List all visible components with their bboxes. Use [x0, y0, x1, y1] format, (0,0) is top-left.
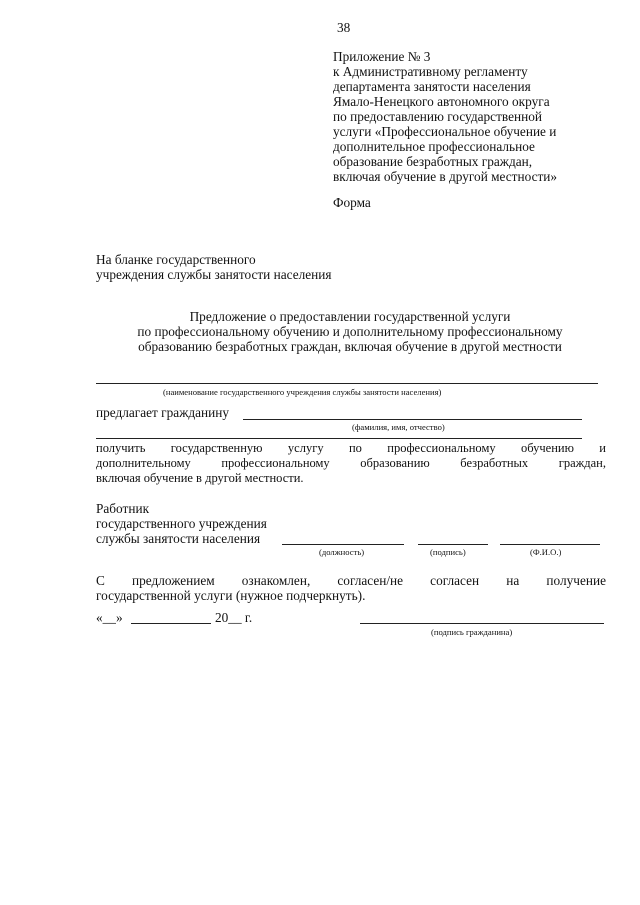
citizen-fio-field[interactable] — [243, 419, 582, 420]
receive-paragraph — [96, 441, 606, 486]
worker-fio-caption: (Ф.И.О.) — [530, 547, 562, 557]
receive-line: получить государственную услугу по профессиональному обучению и — [96, 441, 606, 455]
blank-line: учреждения службы занятости населения — [96, 267, 332, 282]
worker-line: государственного учреждения — [96, 516, 267, 531]
page-number: 38 — [337, 20, 351, 35]
institution-name-field[interactable] — [96, 383, 598, 384]
citizen-fio-continuation-field[interactable] — [96, 438, 582, 439]
citizen-signature-caption: (подпись гражданина) — [431, 627, 513, 637]
blank-line: На бланке государственного — [96, 252, 256, 267]
signature-caption: (подпись) — [430, 547, 466, 557]
worker-line: службы занятости населения — [96, 531, 261, 546]
appendix-block — [333, 49, 557, 184]
appendix-line: Ямало-Ненецкого автономного округа — [333, 94, 550, 109]
acknowledgment-line: государственной услуги (нужное подчеркнуть). — [96, 588, 366, 603]
appendix-line: к Административному регламенту — [333, 64, 528, 79]
appendix-line: услуги «Профессиональное обучение и — [333, 124, 557, 139]
date-day: «__» — [96, 610, 123, 625]
title-line: по профессиональному обучению и дополнительному профессиональному — [137, 324, 563, 339]
document-title — [90, 309, 610, 354]
appendix-line: Приложение № 3 — [333, 49, 431, 64]
receive-line: дополнительному профессиональному образованию безработных граждан, — [96, 456, 606, 470]
worker-fio-field[interactable] — [500, 544, 600, 545]
date-year: 20__ г. — [215, 610, 253, 625]
citizen-signature-field[interactable] — [360, 623, 604, 624]
worker-block — [96, 501, 267, 546]
appendix-line: департамента занятости населения — [333, 79, 531, 94]
date-month-field[interactable] — [131, 623, 211, 624]
worker-line: Работник — [96, 501, 150, 516]
title-line: образованию безработных граждан, включая обучение в другой местности — [138, 339, 562, 354]
appendix-line: образование безработных граждан, — [333, 154, 533, 169]
position-caption: (должность) — [319, 547, 365, 557]
receive-line: включая обучение в другой местности. — [96, 471, 304, 485]
fio-caption: (фамилия, имя, отчество) — [352, 422, 445, 432]
acknowledgment-paragraph — [96, 573, 606, 603]
blank-note — [96, 252, 331, 282]
appendix-line: дополнительное профессиональное — [333, 139, 535, 154]
acknowledgment-line: С предложением ознакомлен, согласен/не согласен на получение — [96, 573, 606, 588]
worker-signature-field[interactable] — [418, 544, 488, 545]
institution-caption: (наименование государственного учреждения службы занятости населения) — [163, 387, 442, 397]
title-line: Предложение о предоставлении государственной услуги — [189, 309, 511, 324]
worker-position-field[interactable] — [282, 544, 404, 545]
offers-label: предлагает гражданину — [96, 405, 230, 420]
form-label: Форма — [333, 195, 371, 210]
appendix-line: включая обучение в другой местности» — [333, 169, 558, 184]
appendix-line: по предоставлению государственной — [333, 109, 542, 124]
